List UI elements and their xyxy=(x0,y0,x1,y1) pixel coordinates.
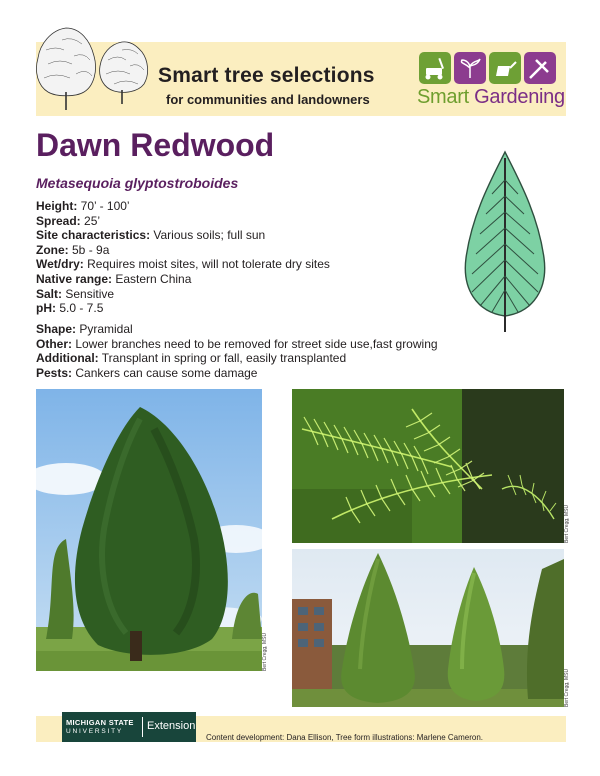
photo-credit: Bert Cregg, MSU xyxy=(262,632,268,671)
photo-credit: Bert Cregg, MSU xyxy=(564,504,570,543)
banner-subtitle: for communities and landowners xyxy=(166,92,370,107)
photo-foliage-closeup xyxy=(292,389,564,543)
photo-trees-by-building xyxy=(292,549,564,707)
banner-title: Smart tree selections xyxy=(158,64,375,87)
attribute-row: Salt: Sensitive xyxy=(36,286,115,301)
attribute-list-secondary xyxy=(36,322,438,380)
attribute-row: Zone: 5b - 9a xyxy=(36,242,110,257)
attribute-row: Additional: Transplant in spring or fall, easily transplanted xyxy=(36,351,347,366)
tree-form-leaf-icon xyxy=(462,150,548,336)
attribute-list xyxy=(36,199,330,316)
smart-gardening-logo-text: Smart Gardening xyxy=(417,86,565,108)
attribute-row: Native range: Eastern China xyxy=(36,271,192,286)
attribute-row: Height: 70’ - 100’ xyxy=(36,199,130,213)
attribute-row: Pests: Cankers can cause some damage xyxy=(36,365,258,380)
attribute-row: Spread: 25’ xyxy=(36,213,101,228)
smart-gardening-icons xyxy=(418,50,558,86)
attribute-row: Wet/dry: Requires moist sites, will not tolerate dry sites xyxy=(36,257,330,272)
photo-credit: Bert Cregg, MSU xyxy=(564,668,570,707)
scientific-name: Metasequoia glyptostroboides xyxy=(36,175,239,191)
attribute-row: Other: Lower branches need to be removed for street side use,fast growing xyxy=(36,336,438,351)
attribute-row: Site characteristics: Various soils; full sun xyxy=(36,228,266,243)
attribute-row: Shape: Pyramidal xyxy=(36,322,133,336)
footer-credit-text: Content development: Dana Ellison, Tree form illustrations: Marlene Cameron. xyxy=(206,733,484,742)
page-title: Dawn Redwood xyxy=(36,127,275,163)
attribute-row: pH: 5.0 - 7.5 xyxy=(36,301,104,316)
photo-whole-tree xyxy=(36,389,262,671)
msu-extension-logo: MICHIGAN STATE UNIVERSITY Extension xyxy=(62,712,196,742)
tree-illustration-icon xyxy=(26,20,154,112)
